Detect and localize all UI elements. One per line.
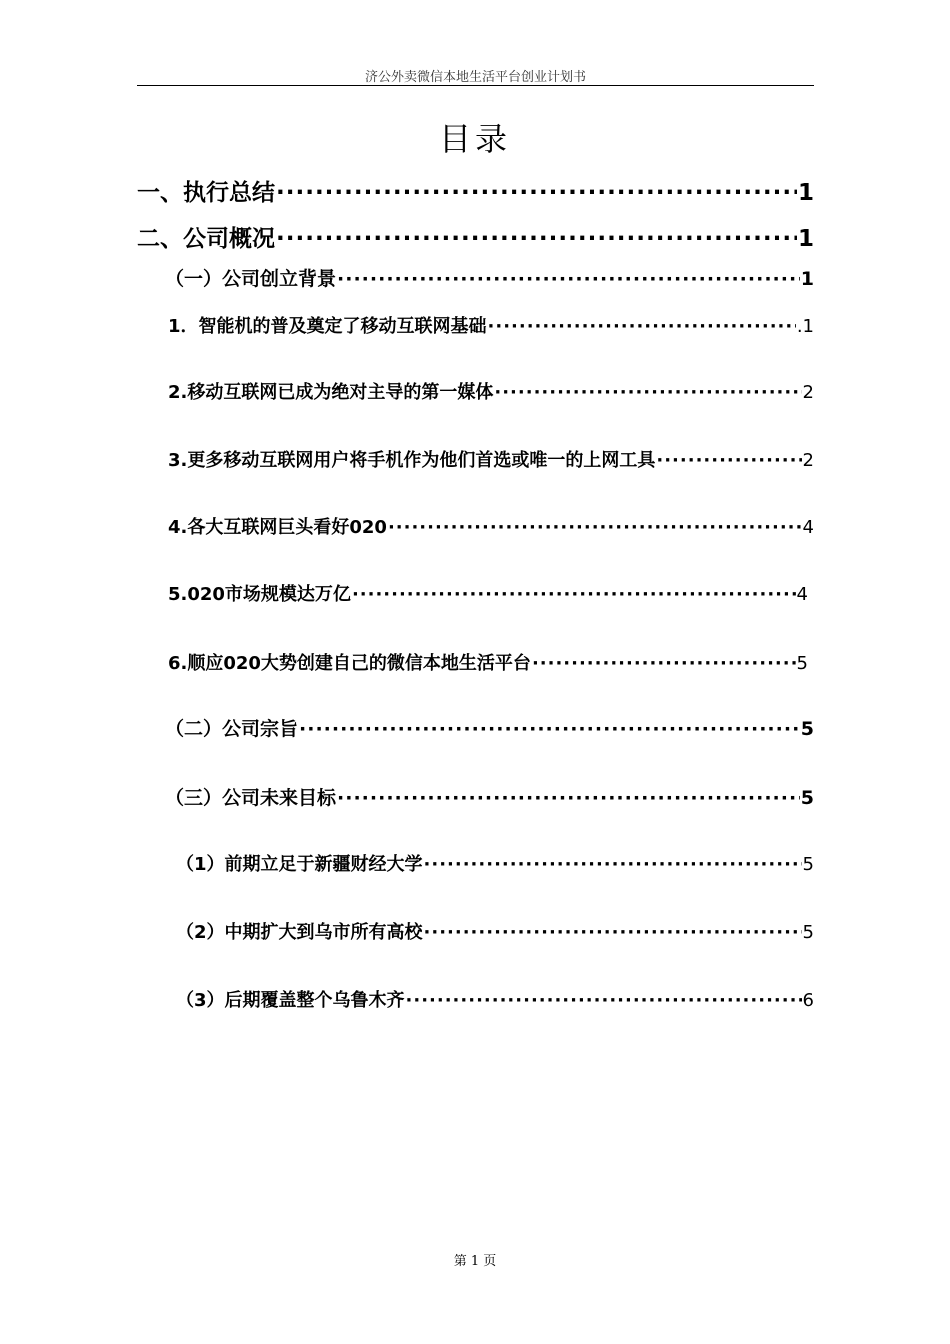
toc-page-number: 2 xyxy=(802,450,814,471)
running-header: 济公外卖微信本地生活平台创业计划书 xyxy=(364,70,586,85)
toc-entry-label: （2）中期扩大到乌市所有高校 xyxy=(176,922,423,943)
toc-page-number: 5 xyxy=(800,787,814,809)
toc-entry-item-2[interactable] xyxy=(168,378,814,404)
toc-entry-label: （三）公司未来目标 xyxy=(165,787,337,809)
header-divider xyxy=(137,85,814,86)
toc-title: 目录 xyxy=(438,120,511,158)
toc-entry-goal-1[interactable] xyxy=(176,850,814,876)
toc-leader-dots xyxy=(337,787,800,809)
toc-leader-dots xyxy=(337,268,800,290)
toc-entry-item-1[interactable] xyxy=(168,312,814,338)
toc-leader-dots xyxy=(494,382,801,403)
toc-entry-company-mission[interactable] xyxy=(165,714,814,741)
toc-page-number: 5 xyxy=(802,922,814,943)
page-footer: 第 1 页 xyxy=(453,1254,497,1269)
toc-entry-label: 一、执行总结 xyxy=(137,180,275,206)
toc-page-number: 2 xyxy=(802,382,814,403)
toc-entry-label: 5.020市场规模达万亿 xyxy=(168,584,351,605)
toc-leader-dots xyxy=(388,517,802,538)
toc-leader-dots xyxy=(276,226,797,252)
toc-entry-label: （一）公司创立背景 xyxy=(165,268,337,290)
toc-entry-item-5[interactable] xyxy=(168,580,808,606)
toc-entry-item-3[interactable] xyxy=(168,446,814,472)
toc-page-number: 5 xyxy=(800,718,814,740)
toc-page-number: 4 xyxy=(796,584,808,605)
toc-page-number: .1 xyxy=(796,316,814,337)
toc-page-number: 1 xyxy=(797,180,814,206)
toc-entry-item-6[interactable] xyxy=(168,649,808,675)
toc-entry-label: 4.各大互联网巨头看好020 xyxy=(168,517,387,538)
toc-entry-goal-2[interactable] xyxy=(176,918,814,944)
toc-entry-executive-summary[interactable] xyxy=(137,174,814,207)
toc-leader-dots xyxy=(299,718,800,740)
toc-entry-label: 二、公司概况 xyxy=(137,226,275,252)
toc-entry-label: 3.更多移动互联网用户将手机作为他们首选或唯一的上网工具 xyxy=(168,450,656,471)
toc-leader-dots xyxy=(488,316,796,337)
toc-leader-dots xyxy=(424,922,802,943)
toc-page-number: 1 xyxy=(800,268,814,290)
toc-leader-dots xyxy=(352,584,796,605)
toc-page-number: 5 xyxy=(796,653,808,674)
toc-entry-label: 6.顺应020大势创建自己的微信本地生活平台 xyxy=(168,653,531,674)
toc-leader-dots xyxy=(276,180,797,206)
toc-page-number: 1 xyxy=(797,226,814,252)
toc-entry-founding-background[interactable] xyxy=(165,264,814,291)
toc-entry-label: （1）前期立足于新疆财经大学 xyxy=(176,854,423,875)
toc-entry-future-goals[interactable] xyxy=(165,783,814,810)
toc-entry-label: 1．智能机的普及奠定了移动互联网基础 xyxy=(168,316,487,337)
toc-entry-label: （二）公司宗旨 xyxy=(165,718,299,740)
toc-leader-dots xyxy=(532,653,796,674)
toc-entry-goal-3[interactable] xyxy=(176,986,814,1012)
toc-entry-label: （3）后期覆盖整个乌鲁木齐 xyxy=(176,990,405,1011)
toc-page-number: 4 xyxy=(802,517,814,538)
toc-leader-dots xyxy=(656,450,801,471)
toc-page-number: 5 xyxy=(802,854,814,875)
toc-leader-dots xyxy=(406,990,802,1011)
toc-page-number: 6 xyxy=(802,990,814,1011)
toc-entry-item-4[interactable] xyxy=(168,513,814,539)
toc-entry-label: 2.移动互联网已成为绝对主导的第一媒体 xyxy=(168,382,494,403)
toc-entry-company-overview[interactable] xyxy=(137,220,814,253)
toc-leader-dots xyxy=(424,854,802,875)
